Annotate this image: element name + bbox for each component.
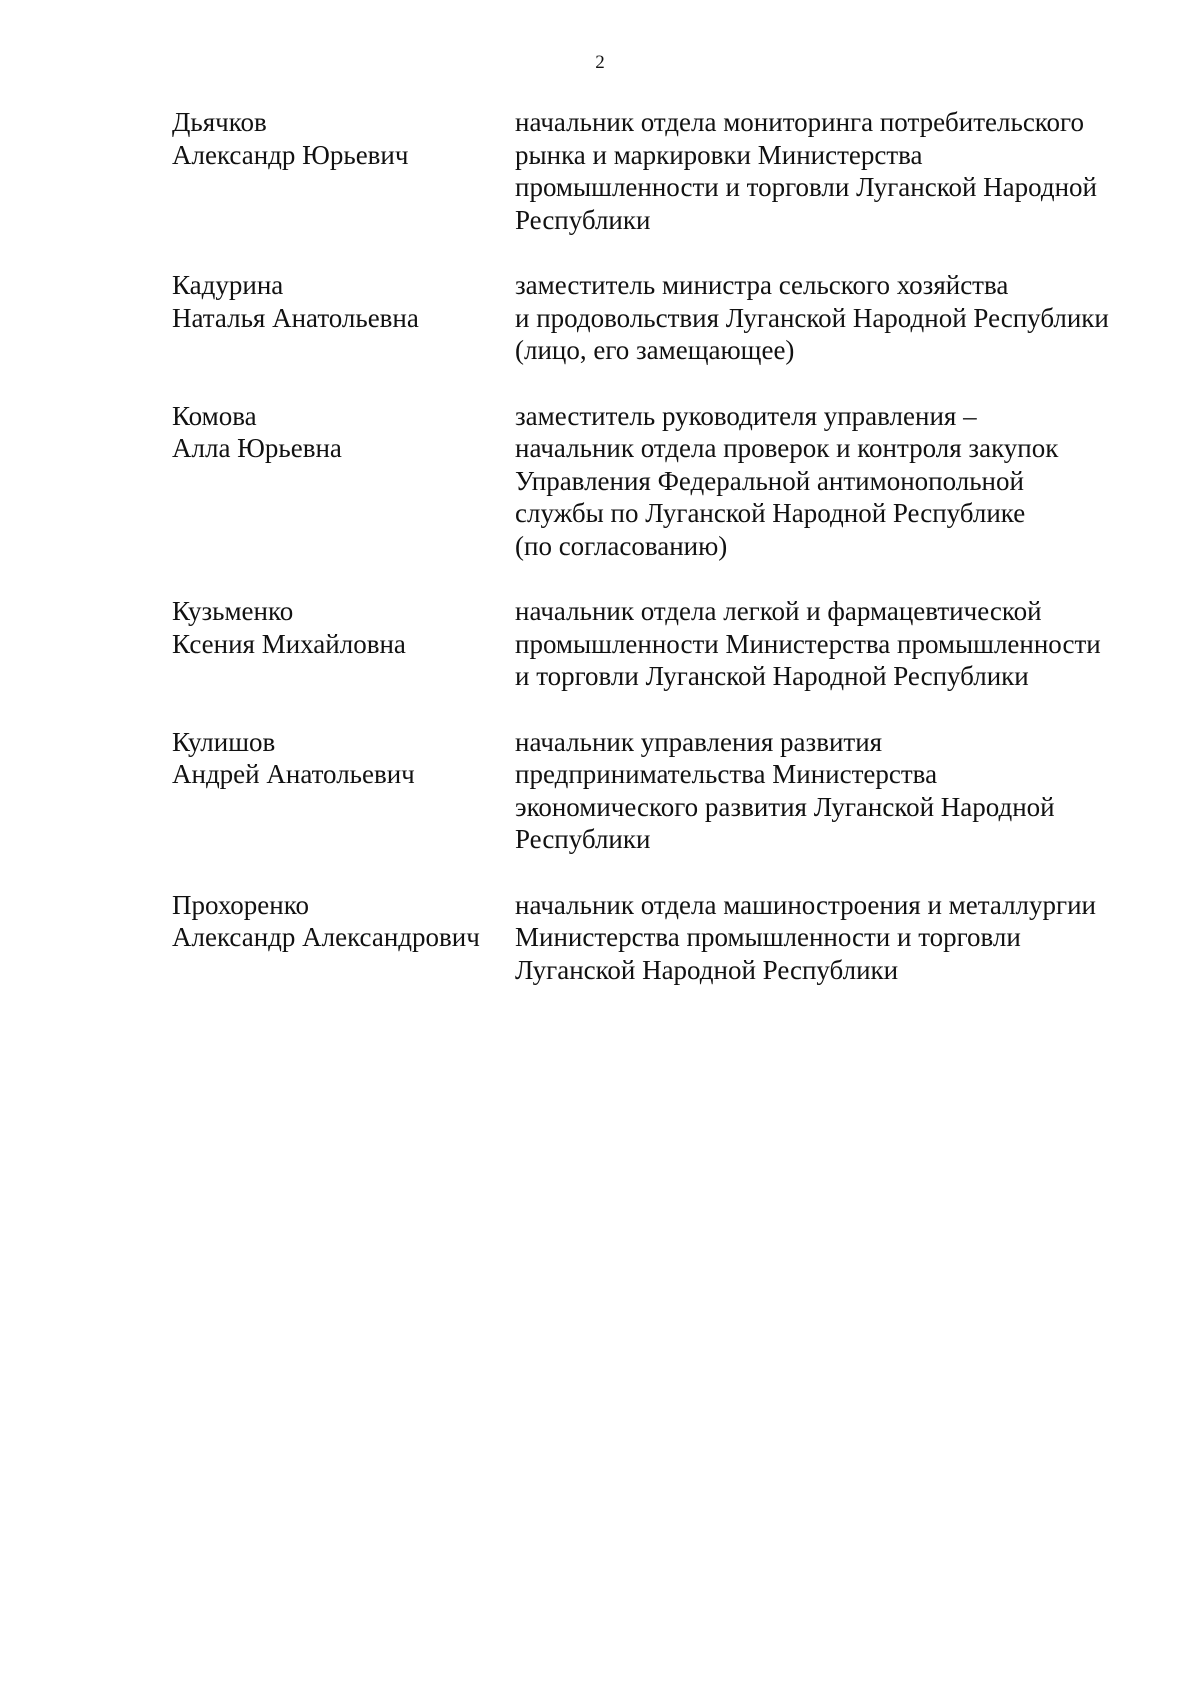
position-line: Республики (515, 824, 651, 854)
position-line: экономического развития Луганской Народной (515, 791, 1055, 822)
member-surname: Кадурина (172, 270, 284, 300)
position-line: службы по Луганской Народной Республике (515, 498, 1026, 528)
page-number: 2 (595, 52, 605, 73)
member-name (172, 595, 515, 693)
position-line: промышленности Министерства промышленности (515, 628, 1101, 659)
member-name (172, 269, 515, 367)
member-position (515, 595, 1152, 693)
member-given-names: Александр Александрович (172, 922, 480, 952)
position-line: Республики (515, 204, 651, 235)
position-line: начальник отдела мониторинга потребительского (515, 107, 1084, 137)
member-entry (172, 106, 1152, 236)
position-line: заместитель руководителя управления – (515, 400, 977, 431)
member-name (172, 400, 515, 563)
position-line: рынка и маркировки Министерства (515, 139, 923, 170)
position-line: промышленности и торговли Луганской Народной (515, 172, 1097, 202)
member-given-names: Алла Юрьевна (172, 433, 342, 463)
member-surname: Комова (172, 400, 257, 431)
member-position (515, 889, 1152, 987)
member-position (515, 400, 1152, 563)
position-line: и продовольствия Луганской Народной Республики (515, 302, 1109, 333)
member-given-names: Андрей Анатольевич (172, 759, 415, 789)
member-entry (172, 400, 1152, 563)
member-surname: Прохоренко (172, 889, 309, 920)
position-line: начальник управления развития (515, 726, 883, 757)
member-name (172, 726, 515, 856)
member-surname: Кулишов (172, 726, 276, 757)
member-position (515, 726, 1152, 856)
position-line: Управления Федеральной антимонопольной (515, 465, 1024, 496)
member-entry (172, 595, 1152, 693)
member-given-names: Ксения Михайловна (172, 628, 406, 659)
position-line: заместитель министра сельского хозяйства (515, 270, 1009, 300)
member-entry (172, 269, 1152, 367)
position-line: начальник отдела проверок и контроля закупок (515, 433, 1059, 463)
member-name (172, 106, 515, 236)
member-position (515, 269, 1152, 367)
member-entry (172, 889, 1152, 987)
position-line: Луганской Народной Республики (515, 954, 899, 985)
position-line: (лицо, его замещающее) (515, 335, 795, 365)
member-given-names: Александр Юрьевич (172, 139, 409, 170)
position-line: Министерства промышленности и торговли (515, 922, 1021, 952)
member-entry (172, 726, 1152, 856)
members-list (172, 106, 1152, 1019)
position-line: и торговли Луганской Народной Республики (515, 661, 1029, 691)
member-surname: Дьячков (172, 107, 267, 137)
position-line: начальник отдела легкой и фармацевтической (515, 596, 1042, 626)
position-line: начальник отдела машиностроения и металлургии (515, 889, 1097, 920)
position-line: (по согласованию) (515, 530, 728, 561)
position-line: предпринимательства Министерства (515, 759, 938, 789)
member-surname: Кузьменко (172, 596, 294, 626)
member-name (172, 889, 515, 987)
member-position (515, 106, 1152, 236)
member-given-names: Наталья Анатольевна (172, 302, 419, 333)
